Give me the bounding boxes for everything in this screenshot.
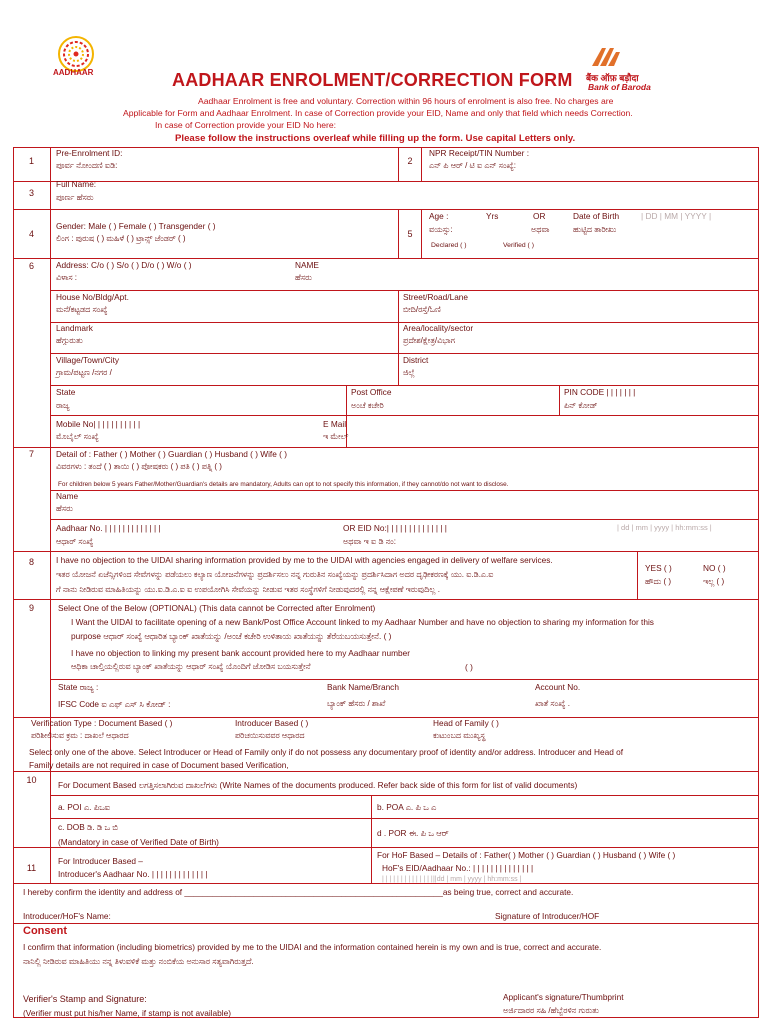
enrolment-form <box>13 147 758 1017</box>
verifier-stamp-label: Verifier's Stamp and Signature: <box>23 994 147 1004</box>
sharing-consent-text-kn-2: ಗೆ ನಾನು ನೀಡಿರುವ ಮಾಹಿತಿಯನ್ನು ಯು.ಐ.ಡಿ.ಎ.ಐ ಐ ಉಪಯೋಗಿಸಿ ಸೇವೆಯನ್ನು ನೀಡುವ ಇತರ ಸಂಸ್ಥೆಗಳಿಗೆ ನೀಡುವುದರಲ್ಲಿ ನನ್ನ ಆಕ್ಷೇಪಣೆ ಇರುವುದಿಲ್ಲ . <box>56 585 440 594</box>
verification-type-introducer[interactable]: Introducer Based ( ) <box>235 718 309 728</box>
landmark-label-kn: ಹೆಗ್ಗುರುತು <box>56 336 83 345</box>
relative-name-label: Name <box>56 491 79 501</box>
district-label-kn: ಜಿಲ್ಲೆ <box>403 368 415 377</box>
relative-eid-label-kn: ಅಥವಾ ಇ ಐ ಡಿ ನಂ: <box>343 537 396 546</box>
bank-name-hindi: बैंक ऑफ़ बड़ौदा <box>586 73 639 83</box>
sharing-consent-text-kn-1: ಇತರ ಯೋಜನೆ ಏಜೆನ್ಸಿಗಳಿಂದ ಸೇವೆಗಳನ್ನು ಪಡೆಯಲು ಕಲ್ಯಾಣ ಯೋಜನೆಗಳನ್ನು ಪ್ರದರ್ಶಿಸಲು ನನ್ನ ಗುರುತಿನ ಸಂಖ್ಯೆಯನ್ನು ಪ್ರದರ್ಶಿಸಿದಾಗ ಅದರ ದೃಢೀಕರಣಕ್ಕೆ ಯು. ಐ.ಡಿ.ಎ.ಐ <box>56 570 494 579</box>
address-name-label: NAME <box>295 260 319 270</box>
row-number-6: 6 <box>28 261 34 271</box>
sharing-no-label-kn: ಇಲ್ಲ ( ) <box>703 577 725 586</box>
state-label-kn: ರಾಜ್ಯ <box>56 401 70 410</box>
row-number-2: 2 <box>407 156 413 166</box>
bank-state-label: State ರಾಜ್ಯ : <box>58 682 99 692</box>
row-number-11: 11 <box>26 863 37 873</box>
npr-receipt-label-kn: ಎನ್ ಪಿ ಆರ್ / ಟಿ ಐ ಎನ್ ಸಂಖ್ಯೆ: <box>429 161 517 170</box>
introducer-signature-label: Signature of Introducer/HOF <box>495 911 600 921</box>
row-number-9: 9 <box>28 603 34 613</box>
bank-option-2-checkbox[interactable]: ( ) <box>465 662 473 672</box>
street-label: Street/Road/Lane <box>403 292 469 302</box>
verification-type-kn: ಪರಿಶೀಲಿಸುವ ಕ್ರಮ : ದಾಖಲೆ ಆಧಾರದ <box>31 731 129 740</box>
relative-aadhaar-label-kn: ಆಧಾರ್ ಸಂಖ್ಯೆ <box>56 537 94 546</box>
or-label: OR <box>533 211 546 221</box>
age-label: Age : <box>429 211 449 221</box>
address-name-label-kn: ಹೆಸರು <box>295 273 312 282</box>
area-label: Area/locality/sector <box>403 323 474 333</box>
street-label-kn: ಬೀದಿ/ರಸ್ತೆ/ಓಣಿ <box>403 305 441 314</box>
bank-option-heading: Select One of the Below (OPTIONAL) (This data cannot be Corrected after Enrolment) <box>58 603 376 613</box>
pre-enrolment-id-label-kn: ಪೂರ್ವ ನೋಂದಣಿ ಐಡಿ: <box>56 161 118 170</box>
poi-label: a. POI ಎ. ಪಿಒಐ <box>58 802 111 812</box>
area-label-kn: ಪ್ರದೇಶ/ಕ್ಷೇತ್ರ/ವಿಭಾಗ <box>403 336 455 345</box>
mobile-no-boxes[interactable]: Mobile No| | | | | | | | | | | <box>56 419 141 429</box>
hof-eid-boxes-2[interactable]: | | | | | | | | | | | | | | | <box>382 876 437 883</box>
consent-title: Consent <box>23 925 67 937</box>
sharing-no-checkbox[interactable]: NO ( ) <box>703 563 726 573</box>
account-no-label: Account No. <box>535 682 581 692</box>
hof-eid-boxes[interactable]: HoF's EID/Aadhaar No.: | | | | | | | | | | | | | | <box>382 863 534 873</box>
dob-mandatory-note: (Mandatory in case of Verified Date of Birth) <box>58 837 219 847</box>
landmark-label: Landmark <box>56 323 93 333</box>
bank-option-1-checkbox[interactable]: purpose ಆಧಾರ್ ಸಂಖ್ಯೆ ಆಧಾರಿತ ಬ್ಯಾಂಕ್ ಖಾತೆಯನ್ನು /ಅಂಚೆ ಕಚೇರಿ ಉಳಿತಾಯ ಖಾತೆಯನ್ನು ತೆರೆಯಬಯಸುತ್ತೇನೆ. ( ) <box>71 631 392 641</box>
sharing-consent-text: I have no objection to the UIDAI sharing information provided by me to the UIDAI with agencies engaged in delivery of welfare services. <box>56 555 553 565</box>
house-no-label: House No/Bldg/Apt. <box>56 292 129 302</box>
address-label-kn: ವಿಳಾಸ : <box>56 273 78 282</box>
pre-enrolment-id-label: Pre-Enrolment ID: <box>56 148 123 158</box>
relative-eid-format[interactable]: | dd | mm | yyyy | hh:mm:ss | <box>617 523 712 532</box>
pin-code-label-kn: ಪಿನ್ ಕೋಡ್ <box>564 401 598 410</box>
date-of-birth-label: Date of Birth <box>573 211 620 221</box>
sharing-yes-checkbox[interactable]: YES ( ) <box>645 563 672 573</box>
relative-name-label-kn: ಹೆಸರು <box>56 504 73 513</box>
verification-note-2: Family details are not required in case of Document based Verification, <box>29 760 289 770</box>
bank-option-2-text: I have no objection to linking my present bank account provided here to my Aadhaar number <box>71 648 410 658</box>
relation-detail-options[interactable]: Detail of : Father ( ) Mother ( ) Guardian ( ) Husband ( ) Wife ( ) <box>56 449 287 459</box>
aadhaar-logo <box>45 34 107 82</box>
header-note-2: Applicable for Form and Aadhaar Enrolment. In case of Correction provide your EID, Name and only that field which needs Correction. <box>123 108 633 118</box>
form-title: AADHAAR ENROLMENT/CORRECTION FORM <box>172 70 573 90</box>
row-number-8: 8 <box>28 557 34 567</box>
years-label: Yrs <box>486 211 499 221</box>
por-label: d . POR ಈ. ಪಿ ಒ ಆರ್ <box>377 828 449 838</box>
pin-code-boxes[interactable]: PIN CODE | | | | | | | <box>564 387 636 397</box>
row-number-3: 3 <box>28 188 34 198</box>
email-label: E Mail <box>323 419 347 429</box>
date-of-birth-label-kn: ಹುಟ್ಟಿದ ತಾರೀಖು <box>573 225 617 234</box>
address-relation-options[interactable]: Address: C/o ( ) S/o ( ) D/o ( ) W/o ( ) <box>56 260 192 270</box>
verification-type-hof[interactable]: Head of Family ( ) <box>433 718 499 728</box>
hof-details-options[interactable]: For HoF Based – Details of : Father( ) Mother ( ) Guardian ( ) Husband ( ) Wife ( ) <box>377 850 676 860</box>
poa-label: b. POA ಎ. ಪಿ ಒ ಎ <box>377 802 437 812</box>
post-office-label: Post Office <box>351 387 392 397</box>
bank-option-2-text-kn: ಆಧಿಕಾ ಚಾಲ್ತಿಯಲ್ಲಿರುವ ಬ್ಯಾಂಕ್ ಖಾತೆಯನ್ನು ಆಧಾರ್ ಸಂಖ್ಯೆ ಯೊಂದಿಗೆ ಜೋಡಿಸ ಬಯಸುತ್ತೇನೆ <box>71 662 311 671</box>
relative-eid-boxes[interactable]: OR EID No:| | | | | | | | | | | | | | <box>343 523 447 533</box>
gender-options-kn: ಲಿಂಗ : ಪುರುಷ ( ) ಮಹಿಳೆ ( ) ಟ್ರಾನ್ಸ್ ಜೆಂಡರ್ ( ) <box>56 234 186 243</box>
npr-receipt-label: NPR Receipt/TIN Number : <box>429 148 530 158</box>
verification-hof-kn: ಕುಟುಂಬದ ಮುಖ್ಯಸ್ಥ <box>433 731 486 740</box>
header-instructions: Please follow the instructions overleaf while filling up the form. Use capital Letters only. <box>175 133 576 144</box>
ifsc-code-label: IFSC Code ಐ ಎಫ್ ಎಸ್ ಸಿ ಕೋಡ್ : <box>58 699 171 709</box>
account-no-label-kn: ಖಾತೆ ಸಂಖ್ಯೆ . <box>535 699 570 708</box>
verifier-stamp-note: (Verifier must put his/her Name, if stamp is not available) <box>23 1008 231 1018</box>
bank-option-1-text: I Want the UIDAI to facilitate opening of a new Bank/Post Office Account linked to my Aadhaar Number and have no objection to sharing my information for this <box>71 617 654 627</box>
or-label-kn: ಅಥವಾ <box>531 225 550 234</box>
relation-detail-options-kn: ವಿವರಗಳು : ತಂದೆ ( ) ತಾಯಿ ( ) ಪೋಷಕರು ( ) ಪತಿ ( ) ಪತ್ನಿ ( ) <box>56 462 222 471</box>
row-number-4: 4 <box>28 229 34 239</box>
declared-checkbox[interactable]: Declared ( ) <box>431 242 467 249</box>
dob-format[interactable]: | DD | MM | YYYY | <box>641 211 712 221</box>
applicant-signature-label-kn: ಅರ್ಜಿದಾರರ ಸಹಿ /ಹೆಬ್ಬೆರಳಿನ ಗುರುತು <box>503 1006 599 1015</box>
hof-eid-format[interactable]: | dd | mm | yyyy | hh:mm:ss | <box>433 876 522 883</box>
bank-name-branch-label-kn: ಬ್ಯಾಂಕ್ ಹೆಸರು / ಶಾಖೆ <box>327 699 386 708</box>
aadhaar-logo-text: AADHAAR <box>53 68 94 77</box>
district-label: District <box>403 355 429 365</box>
gender-options[interactable]: Gender: Male ( ) Female ( ) Transgender ( ) <box>56 221 216 231</box>
age-label-kn: ವಯಸ್ಸು: <box>429 225 453 234</box>
row-number-7: 7 <box>28 449 34 459</box>
verification-note-1: Select only one of the above. Select Introducer or Head of Family only if do not possess any documentary proof of identity and/or address. Introducer and Head of <box>29 747 624 757</box>
email-label-kn: ಇ ಮೇಲ್ <box>323 432 349 441</box>
header-note-1: Aadhaar Enrolment is free and voluntary. Correction within 96 hours of enrolment is also free. No charges are <box>198 96 614 106</box>
consent-text: I confirm that information (including biometrics) provided by me to the UIDAI and the information contained herein is my own and is true, correct and accurate. <box>23 942 602 952</box>
applicant-signature-label: Applicant's signature/Thumbprint <box>503 992 624 1002</box>
introducer-confirmation-text: I hereby confirm the identity and address of ________________________________________________________as being true, correct and accurate. <box>23 887 574 897</box>
relative-aadhaar-boxes[interactable]: Aadhaar No. | | | | | | | | | | | | | <box>56 523 161 533</box>
verification-type-document[interactable]: Verification Type : Document Based ( ) <box>31 718 173 728</box>
house-no-label-kn: ಮನೆ/ಕಟ್ಟಡದ ಸಂಖ್ಯೆ <box>56 305 108 314</box>
children-details-note: For children below 5 years Father/Mother/Guardian's details are mandatory, Adults can opt to not specify this information, if they cannot/do not want to disclose. <box>58 481 509 488</box>
verified-checkbox[interactable]: Verified ( ) <box>503 242 534 249</box>
post-office-label-kn: ಅಂಚೆ ಕಚೇರಿ <box>351 401 384 410</box>
full-name-label-kn: ಪೂರ್ಣ ಹೆಸರು <box>56 193 94 202</box>
header-note-3: In case of Correction provide your EID No here: <box>155 120 337 130</box>
mobile-no-label-kn: ಮೊಬೈಲ್ ಸಂಖ್ಯೆ <box>56 432 99 441</box>
village-label: Village/Town/City <box>56 355 120 365</box>
dob-document-label: c. DOB ಡಿ. ಡಿ ಒ ಬಿ <box>58 822 118 832</box>
bank-of-baroda-logo <box>586 44 666 94</box>
consent-text-kn: ನಾನಿಲ್ಲಿ ನೀಡಿರುವ ಮಾಹಿತಿಯು ನನ್ನ ತಿಳುವಳಿಕೆ ಮತ್ತು ನಂಬಿಕೆಯ ಅನುಸಾರ ಸತ್ಯವಾಗಿರುತ್ತದೆ. <box>23 957 254 966</box>
verification-introducer-kn: ಪರಿಚಯಿಸುವವರ ಆಧಾರದ <box>235 731 305 740</box>
row-number-10: 10 <box>26 775 37 785</box>
full-name-label: Full Name: <box>56 179 97 189</box>
row-number-1: 1 <box>28 156 34 166</box>
bank-name: Bank of Baroda <box>588 82 651 92</box>
bank-name-branch-label: Bank Name/Branch <box>327 682 399 692</box>
row-number-5: 5 <box>407 229 413 239</box>
introducer-name-label[interactable]: Introducer/HoF's Name: <box>23 911 111 921</box>
introducer-aadhaar-boxes[interactable]: Introducer's Aadhaar No. | | | | | | | | | | | | | <box>58 869 208 879</box>
sharing-yes-label-kn: ಹೌದು ( ) <box>645 577 672 586</box>
document-based-label: For Document Based ಲಗತ್ತಿಸಲಾಗಿರುವ ದಾಖಲೆಗಳು (Write Names of the documents produced. Refer back side of this form for list of valid documents) <box>58 780 578 790</box>
state-label: State <box>56 387 76 397</box>
village-label-kn: ಗ್ರಾಮ/ಪಟ್ಟಣ /ನಗರ / <box>56 368 112 377</box>
introducer-based-label: For Introducer Based – <box>58 856 143 866</box>
